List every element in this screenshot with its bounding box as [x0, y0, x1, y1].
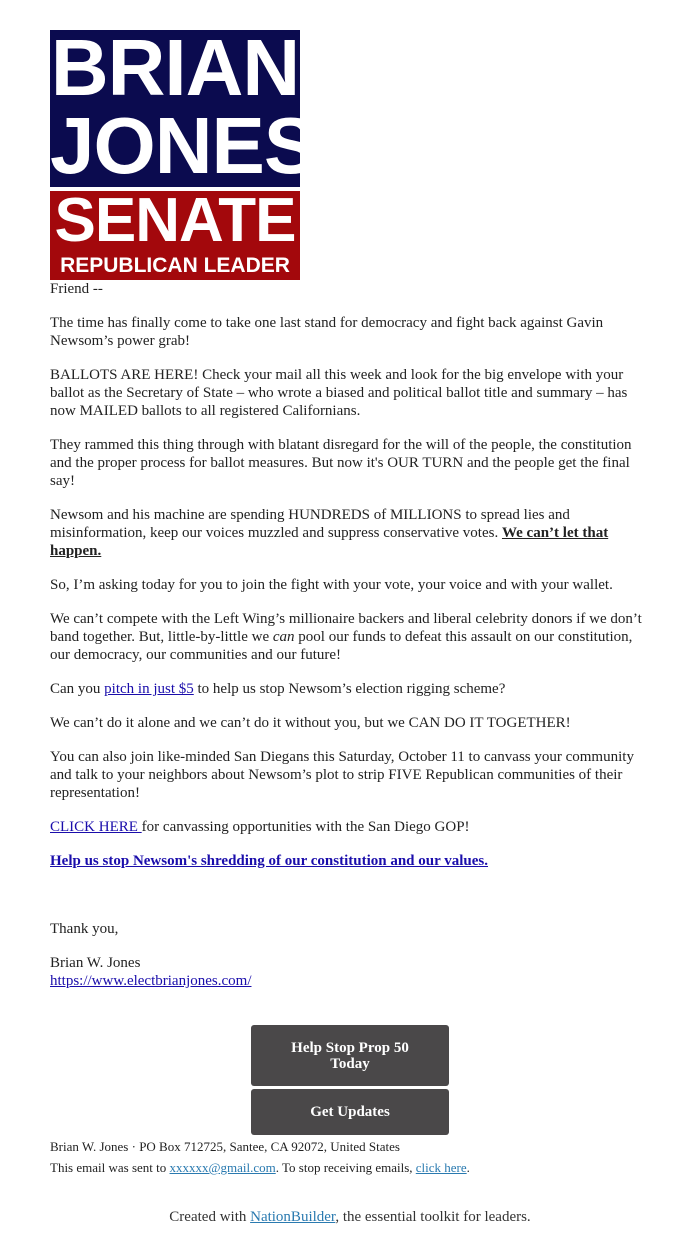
footer-text: . To stop receiving emails, — [275, 1160, 416, 1175]
campaign-logo — [50, 23, 317, 280]
created-with-notice — [0, 1209, 700, 1226]
paragraph: You can also join like-minded San Diegans this Saturday, October 11 to canvass your community and talk to your neighbors about Newsom’s plot to strip FIVE Republican communities of their representation! — [50, 749, 634, 801]
paragraph-text: Can you — [50, 681, 105, 697]
get-updates-button-label: Get Updates — [310, 1104, 390, 1120]
footer-text: . — [466, 1160, 470, 1175]
paragraph — [50, 680, 650, 698]
pitch-in-link[interactable]: pitch in just $5 — [104, 681, 194, 697]
paragraph: They rammed this thing through with blatant disregard for the will of the people, the constitution and the proper process for ballot measures. But now it's OUR TURN and the people get the final say! — [50, 437, 632, 489]
paragraph-text: for canvassing opportunities with the San Diego GOP! — [141, 819, 470, 835]
donate-button-label: Help Stop Prop 50 Today — [291, 1039, 409, 1072]
footer-sent-notice — [50, 1160, 650, 1176]
get-updates-button[interactable] — [251, 1089, 449, 1135]
emphasis-text: We can’t let that happen. — [50, 525, 609, 559]
paragraph: The time has finally come to take one last stand for democracy and fight back against Gavin Newsom’s power grab! — [50, 315, 604, 349]
made-text: , the essential toolkit for leaders. — [335, 1209, 531, 1225]
signature-name: Brian W. Jones — [50, 955, 141, 971]
footer-address: Brian W. Jones · PO Box 712725, Santee, CA 92072, United States — [50, 1139, 400, 1154]
paragraph-text: Newsom and his machine are spending HUNDREDS of MILLIONS to spread lies and misinformation, keep our voices muzzled and suppress conservative votes. — [50, 507, 570, 541]
constitution-link[interactable]: Help us stop Newsom's shredding of our constitution and our values. — [50, 853, 489, 869]
paragraph — [50, 506, 650, 560]
emphasis-text: can — [272, 629, 295, 645]
email-body — [50, 280, 650, 990]
logo-office: SENATE — [54, 186, 296, 255]
paragraph-text: to help us stop Newsom’s election rigging scheme? — [193, 681, 506, 697]
paragraph: We can’t do it alone and we can’t do it without you, but we CAN DO IT TOGETHER! — [50, 715, 571, 731]
paragraph — [50, 852, 650, 870]
closing: Thank you, — [50, 921, 119, 937]
logo-last-name: JONES — [50, 101, 317, 190]
logo-tagline: REPUBLICAN LEADER — [60, 254, 290, 277]
paragraph: BALLOTS ARE HERE! Check your mail all this week and look for the big envelope with your ballot as the Secretary of State – who wrote a biased and political ballot title and summary – has now MAILED ballots to all registered Californians. — [50, 367, 628, 419]
nationbuilder-link[interactable]: NationBuilder — [250, 1209, 336, 1225]
greeting: Friend -- — [50, 281, 103, 297]
logo-first-name: BRIAN — [50, 23, 300, 112]
website-link[interactable]: https://www.electbrianjones.com/ — [50, 973, 252, 989]
made-text: Created with — [169, 1209, 251, 1225]
signature — [50, 954, 650, 990]
paragraph-text: We can’t compete with the Left Wing’s millionaire backers and liberal celebrity donors if we don’t band together. But, little-by-little we — [50, 611, 642, 645]
donate-button[interactable] — [251, 1025, 449, 1086]
footer-text: This email was sent to — [50, 1160, 170, 1175]
unsubscribe-link[interactable]: click here — [415, 1160, 467, 1175]
recipient-email-link[interactable]: xxxxxx@gmail.com — [169, 1160, 276, 1175]
paragraph — [50, 818, 650, 836]
paragraph — [50, 610, 650, 664]
paragraph: So, I’m asking today for you to join the fight with your vote, your voice and with your wallet. — [50, 577, 613, 593]
canvass-link[interactable]: CLICK HERE — [50, 819, 142, 835]
paragraph-text: pool our funds to defeat this assault on our constitution, our democracy, our communities and our future! — [50, 629, 633, 663]
